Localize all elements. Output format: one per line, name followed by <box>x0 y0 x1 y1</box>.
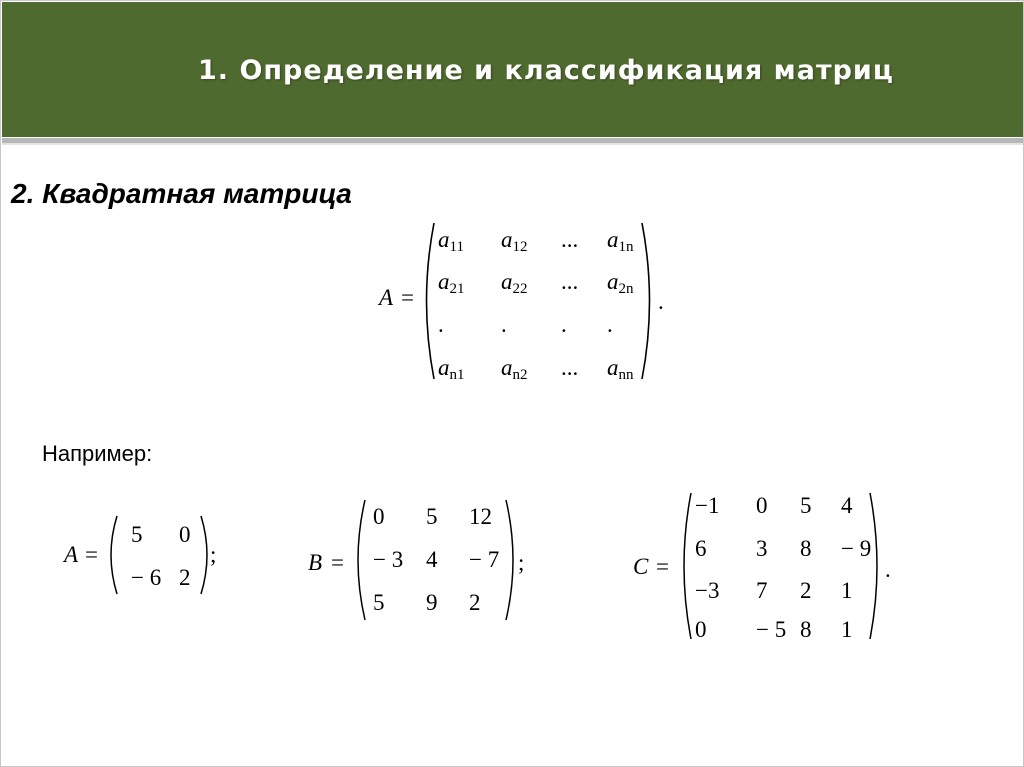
matrix-entry-index: 22 <box>512 281 528 297</box>
general-matrix-left-bracket <box>415 221 437 381</box>
matrix-entry-index: 12 <box>512 239 528 255</box>
section-heading: 2. Квадратная матрица <box>11 178 352 209</box>
matrix-cell: 0 <box>373 504 385 529</box>
general-matrix-equals: = <box>401 285 414 310</box>
matrix-cell <box>561 227 578 253</box>
matrix-entry-index: 2n <box>618 281 634 297</box>
matrix-cell: −3 <box>695 578 720 603</box>
matrix-cell: 5 <box>131 522 143 547</box>
matrix-cell <box>501 227 528 256</box>
matrix-cell: 9 <box>426 590 438 615</box>
header-divider-highlight <box>2 143 1023 145</box>
matrix-cell <box>561 312 567 338</box>
example-a-equals: = <box>85 542 98 567</box>
matrix-cell <box>438 355 465 384</box>
matrix-cell: 2 <box>800 578 812 603</box>
matrix-cell: 12 <box>469 504 492 529</box>
example-c-end: . <box>885 557 891 582</box>
general-matrix-name: A <box>379 285 394 310</box>
matrix-entry: a <box>438 227 450 252</box>
matrix-cell: 4 <box>841 493 853 518</box>
example-c-right-bracket <box>867 491 887 641</box>
matrix-entry-index: 1n <box>618 239 634 255</box>
matrix-cell: 1 <box>841 578 853 603</box>
matrix-entry: a <box>501 269 513 294</box>
matrix-cell: 3 <box>756 536 768 561</box>
example-b-left-bracket <box>348 498 368 622</box>
example-c-name: C <box>633 554 649 579</box>
matrix-cell: 8 <box>800 617 812 642</box>
matrix-cell: 8 <box>800 536 812 561</box>
matrix-cell: 0 <box>179 522 191 547</box>
example-b-equals: = <box>331 550 344 575</box>
matrix-cell: − 3 <box>373 547 404 572</box>
matrix-entry: . <box>561 312 567 337</box>
matrix-cell: 5 <box>426 504 438 529</box>
example-a-left-bracket <box>102 514 120 596</box>
matrix-cell: 7 <box>756 578 768 603</box>
slide-title: 1. Определение и классификация матриц <box>198 55 894 86</box>
matrix-entry-index: 11 <box>449 239 464 255</box>
example-a-end: ; <box>210 542 217 567</box>
matrix-entry-index: n1 <box>449 367 465 383</box>
matrix-entry: a <box>607 269 619 294</box>
matrix-cell <box>607 355 634 384</box>
matrix-cell: 5 <box>373 590 385 615</box>
matrix-cell: − 6 <box>131 565 162 590</box>
matrix-cell <box>501 312 507 338</box>
example-b-name: B <box>308 550 323 575</box>
matrix-entry: ... <box>561 227 579 252</box>
matrix-cell <box>607 312 613 338</box>
matrix-cell: 5 <box>800 493 812 518</box>
matrix-entry: a <box>438 355 450 380</box>
matrix-entry-index: nn <box>618 367 634 383</box>
matrix-cell: − 5 <box>756 617 787 642</box>
matrix-cell <box>438 312 444 338</box>
matrix-cell <box>607 269 634 298</box>
matrix-cell: 0 <box>695 617 707 642</box>
matrix-cell <box>561 269 578 295</box>
matrix-cell: 1 <box>841 617 853 642</box>
matrix-cell: 4 <box>426 547 438 572</box>
matrix-cell <box>607 227 634 256</box>
matrix-cell <box>501 355 528 384</box>
matrix-entry: a <box>501 355 513 380</box>
matrix-cell: − 9 <box>841 536 872 561</box>
matrix-entry-index: 21 <box>449 281 465 297</box>
matrix-cell <box>438 269 465 298</box>
matrix-entry-index: n2 <box>512 367 528 383</box>
matrix-entry: . <box>501 312 507 337</box>
matrix-entry: a <box>438 269 450 294</box>
matrix-entry: a <box>501 227 513 252</box>
matrix-entry: ... <box>561 269 579 294</box>
example-c-equals: = <box>656 554 669 579</box>
matrix-cell: −1 <box>695 493 720 518</box>
general-matrix-end: . <box>658 289 664 314</box>
example-label: Например: <box>42 441 153 466</box>
matrix-cell <box>438 227 464 256</box>
matrix-cell: 0 <box>756 493 768 518</box>
example-b-end: ; <box>518 550 525 575</box>
matrix-cell <box>561 355 578 381</box>
matrix-cell <box>501 269 528 298</box>
example-c-left-bracket <box>674 491 694 641</box>
matrix-entry: a <box>607 355 619 380</box>
example-a-name: A <box>64 542 79 567</box>
matrix-entry: . <box>607 312 613 337</box>
matrix-cell: 6 <box>695 536 707 561</box>
matrix-entry: a <box>607 227 619 252</box>
matrix-cell: 2 <box>469 590 481 615</box>
matrix-entry: . <box>438 312 444 337</box>
matrix-cell: 2 <box>179 565 191 590</box>
matrix-entry: ... <box>561 355 579 380</box>
matrix-cell: − 7 <box>469 547 500 572</box>
